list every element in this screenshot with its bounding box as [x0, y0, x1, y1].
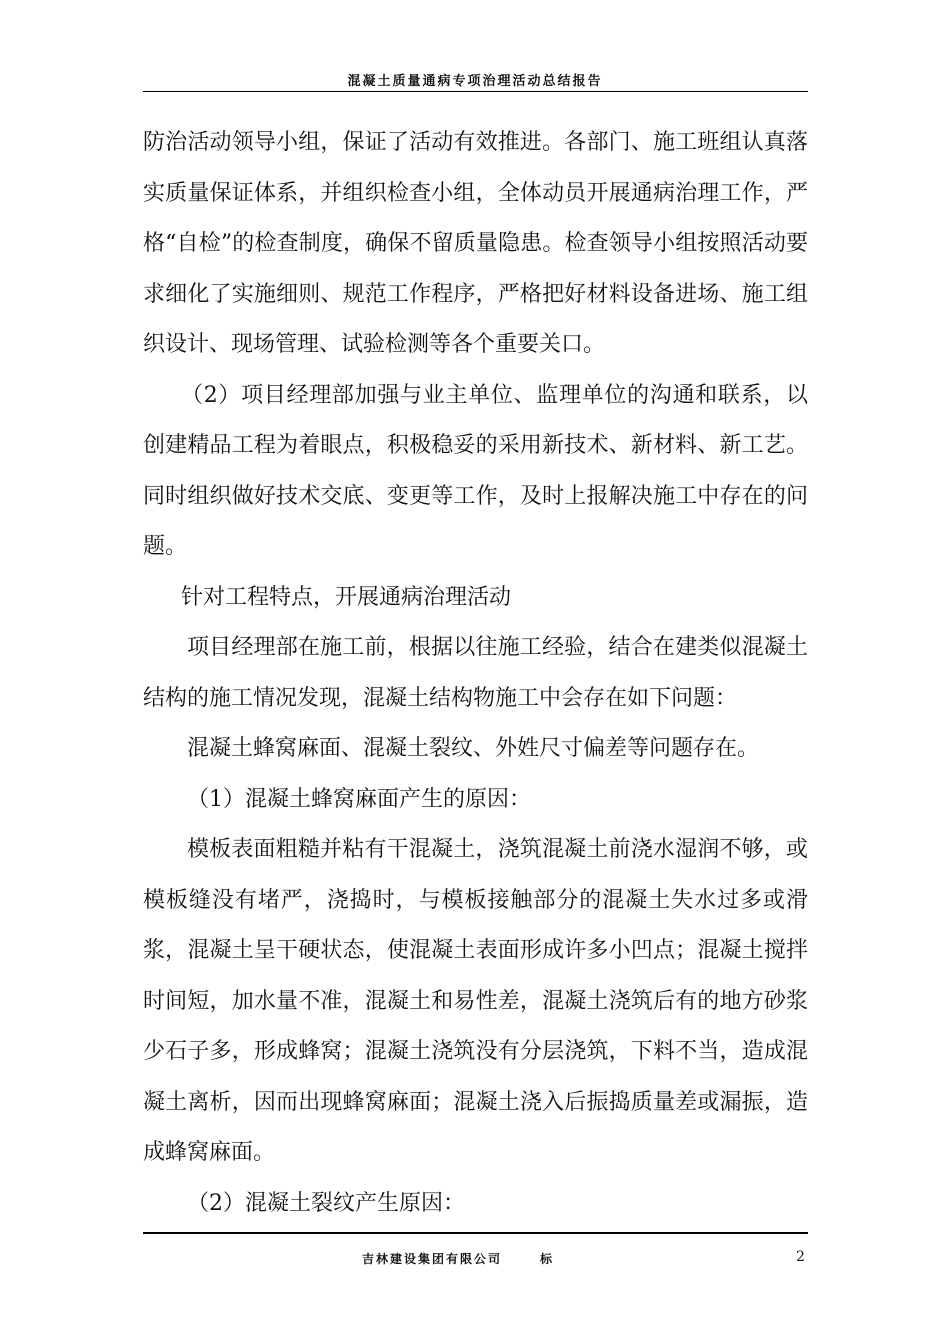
- page-header-title: 混凝土质量通病专项治理活动总结报告: [347, 74, 603, 89]
- paragraph: 混凝土蜂窝麻面、混凝土裂纹、外姓尺寸偏差等问题存在。: [187, 736, 760, 761]
- footer-mark: 标: [540, 1252, 553, 1266]
- footer-divider: [143, 1232, 808, 1234]
- paragraph: （2）混凝土裂纹产生原因：: [187, 1190, 465, 1216]
- page-number: 2: [796, 1249, 805, 1265]
- header-divider: [143, 91, 808, 92]
- paragraph: （2）项目经理部加强与业主单位、监理单位的沟通和联系，以创建精品工程为着眼点，积极稳妥的采用新技术、新材料、新工艺。同时组织做好技术交底、变更等工作，及时上报解决施工中存在的问题。: [143, 382, 808, 559]
- paragraph: 模板表面粗糙并粘有干混凝土，浇筑混凝土前浇水湿润不够，或模板缝没有堵严，浇捣时，与模板接触部分的混凝土失水过多或滑浆，混凝土呈干硬状态，使混凝土表面形成许多小凹点；混凝土搅拌时间短，加水量不准，混凝土和易性差，混凝土浇筑后有的地方砂浆少石子多，形成蜂窝；混凝土浇筑没有分层浇筑，下料不当，造成混凝土离析，因而出现蜂窝麻面；混凝土浇入后振捣质量差或漏振，造成蜂窝麻面。: [143, 837, 808, 1165]
- paragraph: （1）混凝土蜂窝麻面产生的原因：: [187, 786, 531, 812]
- document-body: [143, 118, 808, 1229]
- footer-company-name: 吉林建设集团有限公司: [362, 1252, 503, 1266]
- section-heading: 针对工程特点，开展通病治理活动: [181, 584, 512, 610]
- paragraph: 项目经理部在施工前，根据以往施工经验，结合在建类似混凝土结构的施工情况发现，混凝土结构物施工中会存在如下问题：: [143, 635, 808, 711]
- paragraph: 防治活动领导小组，保证了活动有效推进。各部门、施工班组认真落实质量保证体系，并组织检查小组，全体动员开展通病治理工作，严格“自检”的检查制度，确保不留质量隐患。检查领导小组按照活动要求细化了实施细则、规范工作程序，严格把好材料设备进场、施工组织设计、现场管理、试验检测等各个重要关口。: [143, 130, 808, 357]
